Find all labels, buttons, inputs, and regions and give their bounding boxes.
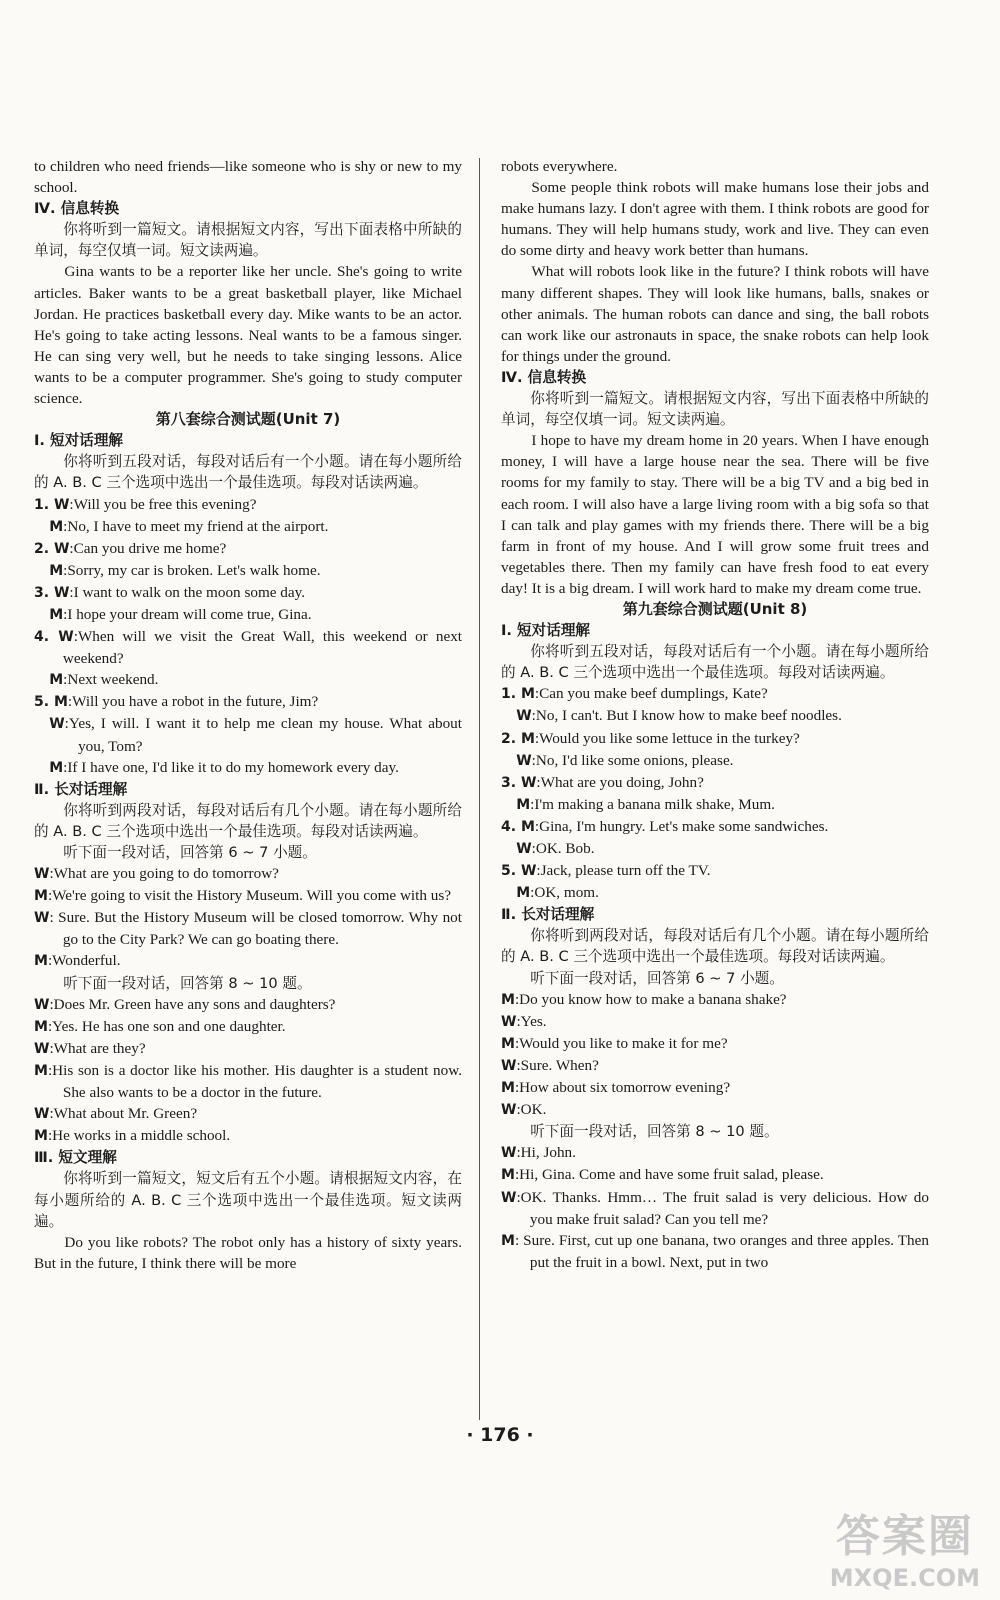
dialog-text: :Gina, I'm hungry. Let's make some sandwiches. xyxy=(534,817,829,835)
dialog-text: :Will you have a robot in the future, Jim? xyxy=(67,693,319,711)
dialog-line xyxy=(501,1099,929,1121)
dialog-line xyxy=(34,626,462,669)
speaker-label: W xyxy=(501,1145,517,1162)
question-number: 3. xyxy=(501,774,521,791)
speaker-label: W xyxy=(516,752,532,769)
dialog-text: :If I have one, I'd like it to do my homework every day. xyxy=(63,758,399,776)
page-number: · 176 · xyxy=(466,1424,534,1446)
dialog-text: :He works in a middle school. xyxy=(47,1127,231,1145)
dialog-text: :Would you like to make it for me? xyxy=(514,1034,728,1052)
speaker-label: W xyxy=(516,841,532,857)
dialog-line xyxy=(34,1103,462,1125)
dialog-text: :We're going to visit the History Museum. Will you come with us? xyxy=(47,887,451,905)
speaker-label: M xyxy=(53,694,68,711)
dialog-line xyxy=(34,691,462,713)
dialog-text: : Sure. But the History Museum will be closed tomorrow. Why not go to the City Park? We can go boating there. xyxy=(49,909,462,949)
dialog-text: :What are you doing, John? xyxy=(536,773,704,791)
column-divider xyxy=(479,158,480,1420)
sub-instruction: 听下面一段对话，回答第 6 ~ 7 小题。 xyxy=(63,844,317,861)
speaker-label: W xyxy=(58,629,74,646)
speaker-label: W xyxy=(520,863,537,880)
dialog-text: :His son is a doctor like his mother. His daughter is a student now. She also wants to be a doctor in the future. xyxy=(47,1061,462,1102)
right-column xyxy=(501,156,929,1273)
speaker-label: M xyxy=(49,518,64,535)
speaker-label: M xyxy=(501,1232,515,1249)
speaker-label: M xyxy=(49,562,64,579)
long-dialog xyxy=(34,863,462,972)
speaker-label: W xyxy=(49,716,65,733)
dialog-line xyxy=(501,1187,929,1230)
watermark-logo xyxy=(830,1500,980,1592)
dialog-line xyxy=(501,728,929,750)
long-dialog xyxy=(501,1142,929,1273)
dialog-line xyxy=(34,516,462,538)
dialog-text: :I'm making a banana milk shake, Mum. xyxy=(530,795,775,813)
dialog-text: :Will you be free this evening? xyxy=(69,495,257,513)
dialog-line xyxy=(501,1055,929,1077)
dialog-text: :No, I have to meet my friend at the airport. xyxy=(63,517,329,535)
dialog-text: :I want to walk on the moon some day. xyxy=(69,583,306,601)
short-dialog-list xyxy=(34,494,462,779)
dialog-text: :OK, mom. xyxy=(530,884,599,902)
watermark-text: 答案圈 xyxy=(835,1511,974,1562)
dialog-text: :Wonderful. xyxy=(47,952,121,970)
dialog-line xyxy=(501,882,929,904)
dialog-line xyxy=(34,863,462,885)
question-number: 4. xyxy=(34,629,59,646)
sub-instruction: 听下面一段对话，回答第 6 ~ 7 小题。 xyxy=(530,969,784,987)
dialog-text: :Hi, Gina. Come and have some fruit salad, please. xyxy=(514,1166,824,1184)
speaker-label: W xyxy=(520,774,537,791)
speaker-label: M xyxy=(501,991,515,1008)
dialog-line xyxy=(34,757,462,779)
dialog-line xyxy=(34,994,462,1016)
dialog-line xyxy=(501,1033,929,1055)
dialog-text: :OK. Thanks. Hmm… The fruit salad is very delicious. How do you make fruit salad? Can you tell me? xyxy=(516,1188,929,1228)
sub-instruction: 听下面一段对话，回答第 8 ~ 10 题。 xyxy=(530,1123,779,1141)
dialog-line xyxy=(34,1060,462,1103)
dialog-line xyxy=(501,989,929,1011)
question-number: 5. xyxy=(501,863,521,880)
dialog-text: :Can you make beef dumplings, Kate? xyxy=(534,685,768,703)
dialog-line xyxy=(501,683,929,705)
question-number: 3. xyxy=(34,584,54,601)
long-dialog xyxy=(34,994,462,1148)
section-heading: Ⅳ. 信息转换 xyxy=(501,368,587,386)
speaker-label: M xyxy=(34,953,48,970)
speaker-label: M xyxy=(34,1018,48,1035)
speaker-label: M xyxy=(49,672,64,689)
section-instructions: 你将听到两段对话，每段对话后有几个小题。请在每小题所给的 A. B. C 三个选项中选出一个最佳选项。每段对话读两遍。 xyxy=(501,927,929,966)
passage-continuation: to children who need friends—like someone who is shy or new to my school. xyxy=(34,158,462,197)
dialog-line xyxy=(34,669,462,691)
short-dialog-list xyxy=(501,683,929,904)
question-number: 5. xyxy=(34,694,54,711)
speaker-label: W xyxy=(501,1102,517,1119)
speaker-label: M xyxy=(34,888,48,905)
speaker-label: W xyxy=(53,584,70,601)
speaker-label: M xyxy=(49,759,64,776)
dialog-line xyxy=(34,1016,462,1038)
speaker-label: W xyxy=(501,1057,517,1074)
section-instructions: 你将听到两段对话，每段对话后有几个小题。请在每小题所给的 A. B. C 三个选项中选出一个最佳选项。每段对话读两遍。 xyxy=(34,801,462,840)
watermark-url: MXQE.COM xyxy=(829,1564,980,1592)
speaker-label: M xyxy=(516,885,531,902)
speaker-label: W xyxy=(516,708,532,725)
long-dialog xyxy=(501,989,929,1122)
dialog-line xyxy=(34,1038,462,1060)
dialog-text: :Would you like some lettuce in the turkey? xyxy=(534,729,800,747)
section-heading: Ⅰ. 短对话理解 xyxy=(501,622,591,640)
dialog-text: :Sure. When? xyxy=(516,1056,599,1074)
dialog-line xyxy=(501,1077,929,1099)
dialog-line xyxy=(501,1142,929,1164)
dialog-line xyxy=(501,1230,929,1273)
dialog-text: :OK. xyxy=(516,1101,547,1119)
test-title: 第八套综合测试题(Unit 7) xyxy=(155,410,341,429)
sub-instruction: 听下面一段对话，回答第 8 ~ 10 题。 xyxy=(63,974,312,992)
dialog-text: :No, I'd like some onions, please. xyxy=(531,751,734,769)
speaker-label: W xyxy=(501,1189,517,1206)
section-instructions: 你将听到一篇短文。请根据短文内容，写出下面表格中所缺的单词，每空仅填一词。短文读两遍。 xyxy=(501,390,929,429)
passage-continuation: robots everywhere. xyxy=(501,158,618,175)
dialog-line xyxy=(501,816,929,838)
passage-text: Some people think robots will make humans lose their jobs and make humans lazy. I don't agree with them. I think robots are good for humans. They will help humans study, work and live. They can even do some dirty and heavy work better than humans. xyxy=(501,179,929,260)
dialog-line xyxy=(34,713,462,756)
dialog-text: :I hope your dream will come true, Gina. xyxy=(63,605,312,623)
dialog-text: :Hi, John. xyxy=(516,1144,576,1162)
section-heading: Ⅱ. 长对话理解 xyxy=(501,906,595,924)
speaker-label: W xyxy=(34,866,50,883)
speaker-label: M xyxy=(49,606,64,623)
speaker-label: M xyxy=(501,1167,515,1184)
speaker-label: M xyxy=(520,686,535,703)
speaker-label: M xyxy=(520,730,535,747)
speaker-label: W xyxy=(53,540,70,557)
dialog-text: :No, I can't. But I know how to make beef noodles. xyxy=(531,707,842,725)
dialog-line xyxy=(501,750,929,772)
dialog-text: :How about six tomorrow evening? xyxy=(514,1079,731,1097)
section-heading: Ⅰ. 短对话理解 xyxy=(34,432,124,450)
passage-text: I hope to have my dream home in 20 years. When I have enough money, I will have a large house near the sea. There will be five rooms for my family to stay. There will be a big TV and a big bed in each room. I will also have a large living room with a big sofa so that I can talk and play games with my friends there. There will be a big farm in front of my house. And I will grow some fruit trees and vegetables there. Then my family can have fresh food to eat every day! It is a big dream. I will work hard to make my dream come true. xyxy=(501,432,929,597)
speaker-label: M xyxy=(34,1128,48,1145)
dialog-line xyxy=(34,604,462,626)
section-instructions: 你将听到一篇短文，短文后有五个小题。请根据短文内容，在每小题所给的 A. B. C 三个选项中选出一个最佳选项。短文读两遍。 xyxy=(34,1170,462,1230)
dialog-line xyxy=(34,538,462,560)
dialog-line xyxy=(501,860,929,882)
section-heading: Ⅳ. 信息转换 xyxy=(34,200,120,218)
section-instructions: 你将听到一篇短文。请根据短文内容，写出下面表格中所缺的单词，每空仅填一词。短文读两遍。 xyxy=(34,221,462,260)
dialog-text: : Sure. First, cut up one banana, two oranges and three apples. Then put the fruit in a bowl. Next, put in two xyxy=(514,1231,929,1271)
speaker-label: W xyxy=(34,910,50,927)
speaker-label: W xyxy=(34,1106,50,1123)
dialog-text: :What about Mr. Green? xyxy=(49,1105,198,1123)
section-heading: Ⅱ. 长对话理解 xyxy=(34,780,128,798)
question-number: 1. xyxy=(501,686,521,703)
passage-text: Do you like robots? The robot only has a history of sixty years. But in the future, I think there will be more xyxy=(34,1233,462,1272)
section-heading: Ⅲ. 短文理解 xyxy=(34,1149,117,1167)
dialog-text: :Next weekend. xyxy=(63,671,159,689)
dialog-text: :Yes. He has one son and one daughter. xyxy=(47,1017,286,1035)
speaker-label: M xyxy=(516,796,531,813)
dialog-text: :Jack, please turn off the TV. xyxy=(536,862,711,880)
dialog-line xyxy=(501,772,929,794)
dialog-line xyxy=(34,1125,462,1147)
dialog-line xyxy=(34,582,462,604)
speaker-label: M xyxy=(520,818,535,835)
dialog-text: :Do you know how to make a banana shake? xyxy=(514,990,787,1008)
dialog-line xyxy=(501,794,929,816)
dialog-text: :Does Mr. Green have any sons and daughters? xyxy=(49,995,336,1013)
dialog-line xyxy=(34,885,462,907)
speaker-label: M xyxy=(501,1080,515,1097)
section-instructions: 你将听到五段对话，每段对话后有一个小题。请在每小题所给的 A. B. C 三个选项中选出一个最佳选项。每段对话读两遍。 xyxy=(501,643,929,682)
question-number: 4. xyxy=(501,818,521,835)
section-instructions: 你将听到五段对话，每段对话后有一个小题。请在每小题所给的 A. B. C 三个选项中选出一个最佳选项。每段对话读两遍。 xyxy=(34,453,462,492)
dialog-text: :Sorry, my car is broken. Let's walk home. xyxy=(63,561,321,579)
dialog-text: :When will we visit the Great Wall, this weekend or next weekend? xyxy=(62,628,463,668)
dialog-line xyxy=(501,1164,929,1186)
dialog-text: :Can you drive me home? xyxy=(69,539,227,557)
test-title: 第九套综合测试题(Unit 8) xyxy=(622,599,808,618)
dialog-line xyxy=(34,494,462,516)
passage-text: Gina wants to be a reporter like her uncle. She's going to write articles. Baker wants to be a great basketball player, like Michael Jordan. He practices basketball every day. Mike wants to be an actor. He's going to take acting lessons. Neal wants to be a famous singer. He can sing very well, but he needs to take singing lessons. Alice wants to be a computer programmer. She's going to study computer science. xyxy=(34,263,462,408)
dialog-line xyxy=(34,907,462,950)
dialog-text: :Yes, I will. I want it to help me clean my house. What about you, Tom? xyxy=(64,715,462,755)
question-number: 2. xyxy=(34,540,54,557)
speaker-label: W xyxy=(34,996,50,1013)
dialog-text: :What are you going to do tomorrow? xyxy=(49,865,279,883)
dialog-line xyxy=(34,560,462,582)
dialog-text: :What are they? xyxy=(49,1039,146,1057)
dialog-line xyxy=(34,950,462,972)
dialog-line xyxy=(501,838,929,860)
dialog-line xyxy=(501,1011,929,1033)
speaker-label: W xyxy=(34,1040,50,1057)
question-number: 1. xyxy=(34,496,54,513)
question-number: 2. xyxy=(501,730,521,747)
left-column xyxy=(34,156,462,1274)
passage-text: What will robots look like in the future? I think robots will have many different shapes. They will look like humans, balls, snakes or other animals. The human robots can dance and sing, the ball robots can work like our astronauts in space, the snake robots can help look for things under the ground. xyxy=(501,263,929,365)
dialog-text: :OK. Bob. xyxy=(531,840,595,857)
speaker-label: W xyxy=(501,1013,517,1030)
speaker-label: M xyxy=(501,1035,515,1052)
speaker-label: W xyxy=(53,496,70,513)
dialog-line xyxy=(501,705,929,727)
dialog-text: :Yes. xyxy=(516,1012,547,1030)
speaker-label: M xyxy=(34,1062,48,1079)
